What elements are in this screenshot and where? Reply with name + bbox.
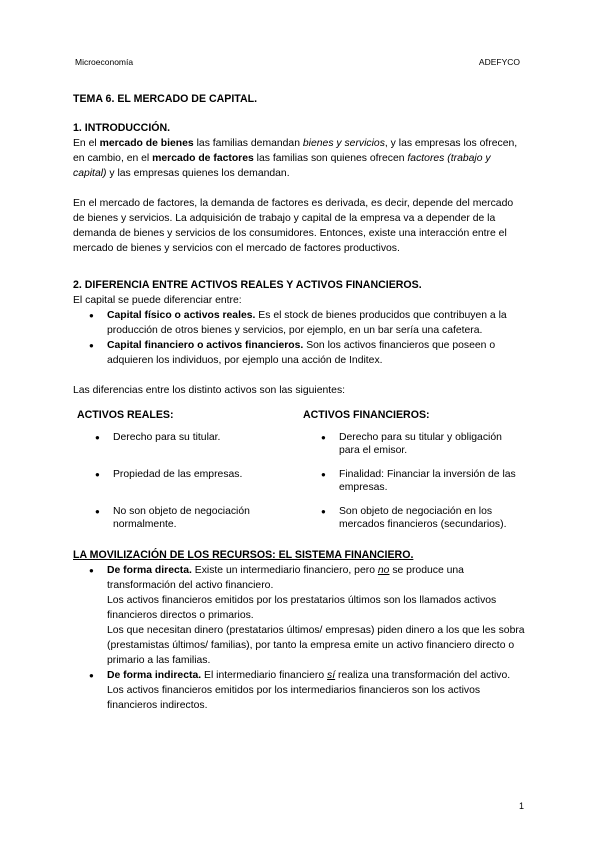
list-item: ● No son objeto de negociación normalmente. — [73, 505, 299, 531]
list-item: ● Capital físico o activos reales. Es el stock de bienes producidos que contribuyen a la producción de otros bienes y servicios, por ejemplo, en un bar sería una cafetera. — [73, 308, 525, 338]
list-item: ● Capital financiero o activos financieros. Son los activos financieros que poseen o adquieren los individuos, por ejemplo una acción de Inditex. — [73, 338, 525, 368]
header-course: ADEFYCO — [478, 57, 520, 67]
header-subject: Microeconomía — [75, 57, 134, 67]
intro-paragraph-2: En el mercado de factores, la demanda de factores es derivada, es decir, depende del mercado de bienes y servicios. La adquisición de trabajo y capital de la empresa va a depender de la demanda de bienes y servicios de los consumidores. Entonces, existe una interacción entre el mercado de bienes y servicios con el mercado de factores productivos. — [73, 198, 514, 254]
page-number: 1 — [518, 801, 524, 811]
financial-assets-column — [299, 408, 525, 542]
intro-paragraph-1: En el mercado de bienes las familias demandan bienes y servicios, y las empresas los ofrecen, en cambio, en el mercado de factores las familias son quienes ofrecen factores (trabajo y capital) y las empresas quienes los demandan. — [73, 138, 518, 179]
real-assets-heading: ACTIVOS REALES: — [77, 409, 174, 421]
list-item: ● Derecho para su titular. — [73, 431, 299, 457]
section-2-lead: El capital se puede diferenciar entre: — [73, 295, 242, 306]
document-body — [73, 92, 525, 713]
list-item: ● Son objeto de negociación en los mercados financieros (secundarios). — [299, 505, 525, 531]
mobilization-list — [73, 563, 525, 713]
section-1-heading: 1. INTRODUCCIÓN. — [73, 122, 171, 134]
section-3-heading: LA MOVILIZACIÓN DE LOS RECURSOS: EL SISTEMA FINANCIERO. — [73, 549, 414, 561]
capital-types-list — [73, 308, 525, 368]
section-2-heading: 2. DIFERENCIA ENTRE ACTIVOS REALES Y ACTIVOS FINANCIEROS. — [73, 279, 422, 291]
comparison-columns — [73, 408, 525, 542]
real-assets-column — [73, 408, 299, 542]
list-item: ● Propiedad de las empresas. — [73, 468, 299, 494]
financial-assets-heading: ACTIVOS FINANCIEROS: — [303, 409, 430, 421]
list-item: ● Derecho para su titular y obligación para el emisor. — [299, 431, 525, 457]
list-item: ● Finalidad: Financiar la inversión de las empresas. — [299, 468, 525, 494]
list-item: ● De forma indirecta. El intermediario financiero sí realiza una transformación del activo. Los activos financieros emitidos por los intermediarios financieros son los activos financieros indirectos. — [73, 668, 525, 713]
differences-lead: Las diferencias entre los distinto activos son las siguientes: — [73, 385, 346, 396]
page-title: TEMA 6. EL MERCADO DE CAPITAL. — [73, 93, 258, 105]
list-item: ● De forma directa. Existe un intermediario financiero, pero no se produce una transformación del activo financiero. Los activos financieros emitidos por los prestatarios últimos son los llamados activos financieros directos o primarios. Los que necesitan dinero (prestatarios últimos/ empresas) piden dinero a los que les sobra (prestamistas últimos/ familias), por tanto la empresa emite un activo financiero directo o primario a las familias. — [73, 563, 525, 668]
